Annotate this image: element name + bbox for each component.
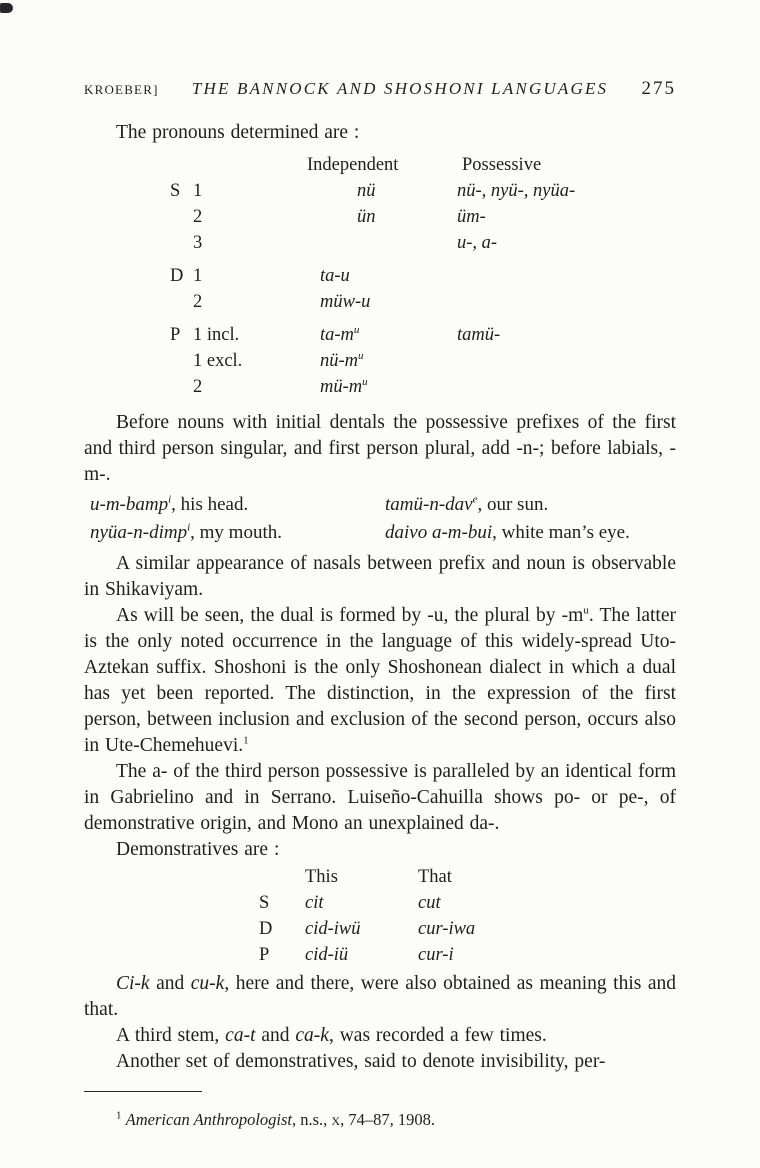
form-superscript: u [583, 604, 589, 617]
footnote-reference: 1 [243, 734, 249, 747]
person-label: 1 incl. [193, 325, 240, 345]
table-row [170, 374, 676, 400]
column-header-independent: Independent [307, 155, 399, 175]
number-letter: P [170, 325, 181, 345]
gloss-text: , white man’s eye. [492, 521, 630, 543]
person-label: 1 [193, 266, 203, 286]
native-form: tamü-n-dav [385, 494, 473, 515]
possessive-cell: u-, a- [457, 233, 498, 253]
column-header-possessive: Possessive [462, 155, 542, 175]
paragraph-dentals: Before nouns with initial dentals the possessive prefixes of the first and third person singular, and first person plural, add -n-; before labials, -m-. [84, 412, 676, 485]
header-spacer [259, 864, 305, 890]
column-header-that: That [418, 867, 452, 887]
form: nü-m [320, 351, 359, 371]
independent-cell [307, 348, 457, 374]
form-superscript: i [187, 521, 191, 534]
paragraph-dual [84, 603, 676, 759]
demonstrative-table [259, 864, 676, 968]
form: mü-m [320, 377, 363, 397]
demonstrative-table-header [259, 864, 676, 890]
row-label [170, 322, 307, 348]
table-row [170, 348, 676, 374]
gloss-white-mans-eye [385, 519, 676, 547]
paragraph-another-set: Another set of demonstratives, said to denote invisibility, per- [116, 1051, 606, 1072]
row-label [170, 230, 307, 256]
text-segment: A third stem, [116, 1025, 226, 1046]
row-label [170, 263, 307, 289]
table-row [259, 890, 676, 916]
that-cell: cut [418, 893, 441, 913]
possessive-cell [457, 263, 676, 289]
row-label: S [259, 893, 270, 913]
text-segment: , here and there, were also obtained as meaning this and that. [84, 973, 677, 1020]
page-content [84, 78, 676, 1147]
that-cell: cur-iwa [418, 919, 476, 939]
independent-cell [307, 263, 457, 289]
independent-cell [307, 374, 457, 400]
running-head [84, 78, 676, 100]
possessive-cell [457, 348, 676, 374]
paragraph-nasals: A similar appearance of nasals between prefix and noun is observable in Shikaviyam. [84, 553, 676, 600]
column-header-this: This [305, 867, 338, 887]
gloss-my-mouth [90, 519, 385, 547]
form-superscript: e [472, 493, 478, 506]
gloss-text: , our sun. [477, 494, 549, 515]
native-form: nyüa-n-dimp [90, 521, 188, 543]
independent-cell [307, 230, 457, 256]
text-segment: As will be seen, the dual is formed by -u, the plural by -m [116, 605, 584, 626]
paragraph-demonstratives-intro: Demonstratives are : [116, 839, 280, 860]
text-segment: and [149, 973, 191, 994]
native-form: Ci-k [116, 973, 150, 994]
row-label [170, 178, 307, 204]
row-label [170, 289, 307, 315]
form: ta-m [320, 325, 354, 345]
header-spacer [170, 152, 307, 178]
row-label [170, 374, 307, 400]
journal-name: American Anthropologist [125, 1109, 292, 1129]
possessive-cell: üm- [457, 207, 486, 227]
paragraph-cik [84, 971, 676, 1023]
footnote [84, 1109, 676, 1131]
person-label: 2 [193, 207, 203, 227]
row-label: P [259, 945, 270, 965]
number-letter: S [170, 181, 181, 201]
paragraph-possessive-a: The a- of the third person possessive is paralleled by an identical form in Gabrielino and in Serrano. Luiseño-Cahuilla shows po- or pe-, of demonstrative origin, and Mono an unexplained da-. [84, 761, 676, 834]
native-form: u-m-bamp [90, 494, 169, 515]
volume-number: x [331, 1109, 341, 1129]
scan-artifact [0, 3, 13, 13]
table-row [170, 289, 676, 315]
paragraph-third-stem [84, 1023, 676, 1049]
possessive-cell: tamü- [457, 325, 501, 345]
person-label: 2 [193, 292, 203, 312]
table-row [170, 263, 676, 289]
page-number: 275 [641, 78, 676, 99]
example-glosses [90, 491, 676, 546]
row-label [170, 348, 307, 374]
footnote-rule [84, 1091, 202, 1092]
form: müw-u [320, 292, 371, 312]
row-label [170, 204, 307, 230]
table-row [259, 942, 676, 968]
gloss-text: , my mouth. [190, 521, 282, 543]
independent-cell [307, 322, 457, 348]
form: nü [357, 181, 376, 201]
gloss-text: , his head. [171, 494, 249, 515]
form-superscript: u [362, 375, 368, 388]
footnote-marker: 1 [116, 1109, 122, 1121]
text-segment: . The latter is the only noted occurrence in the language of this widely-spread Uto-Aztekan suffix. Shoshoni is the only Shoshonean dialect in which a dual has yet been reported. The distinction, in the expression of the first person, between inclusion and exclusion of the second person, occurs also in Ute-Chemehuevi. [84, 605, 677, 756]
person-label: 1 [193, 181, 203, 201]
this-cell: cid-iwü [305, 919, 361, 939]
table-row [170, 204, 676, 230]
row-label: D [259, 919, 273, 939]
form: ta-u [320, 266, 350, 286]
table-row [170, 178, 676, 204]
person-label: 3 [193, 233, 203, 253]
intro-paragraph: The pronouns determined are : [116, 122, 360, 143]
pronoun-table [170, 152, 676, 400]
this-cell: cid-iü [305, 945, 349, 965]
person-label: 2 [193, 377, 203, 397]
table-row [170, 322, 676, 348]
native-form: daivo a-m-bui [385, 521, 493, 543]
gloss-his-head [90, 491, 385, 519]
table-row [170, 230, 676, 256]
form-superscript: u [353, 323, 360, 336]
person-label: 1 excl. [193, 351, 243, 371]
table-row [259, 916, 676, 942]
possessive-cell [457, 289, 676, 315]
independent-cell [307, 178, 457, 204]
form: ün [357, 207, 376, 227]
gloss-our-sun [385, 491, 676, 519]
form-superscript: i [168, 493, 172, 506]
article-title: THE BANNOCK AND SHOSHONI LANGUAGES [191, 79, 609, 98]
possessive-cell [457, 374, 676, 400]
text-segment: and [255, 1025, 296, 1046]
native-form: ca-t [225, 1025, 256, 1046]
possessive-cell: nü-, nyü-, nyüa- [457, 181, 576, 201]
independent-cell [307, 289, 457, 315]
text-segment: , was recorded a few times. [328, 1025, 547, 1046]
form-superscript: u [358, 349, 364, 362]
page-range: , 74–87, 1908. [340, 1109, 435, 1129]
pronoun-table-header [170, 152, 676, 178]
this-cell: cit [305, 893, 324, 913]
independent-cell [307, 204, 457, 230]
native-form: cu-k [190, 973, 225, 994]
that-cell: cur-i [418, 945, 454, 965]
number-letter: D [170, 266, 184, 286]
author-label: KROEBER] [84, 82, 159, 97]
native-form: ca-k [295, 1025, 329, 1046]
text-segment: , n.s., [292, 1109, 332, 1129]
